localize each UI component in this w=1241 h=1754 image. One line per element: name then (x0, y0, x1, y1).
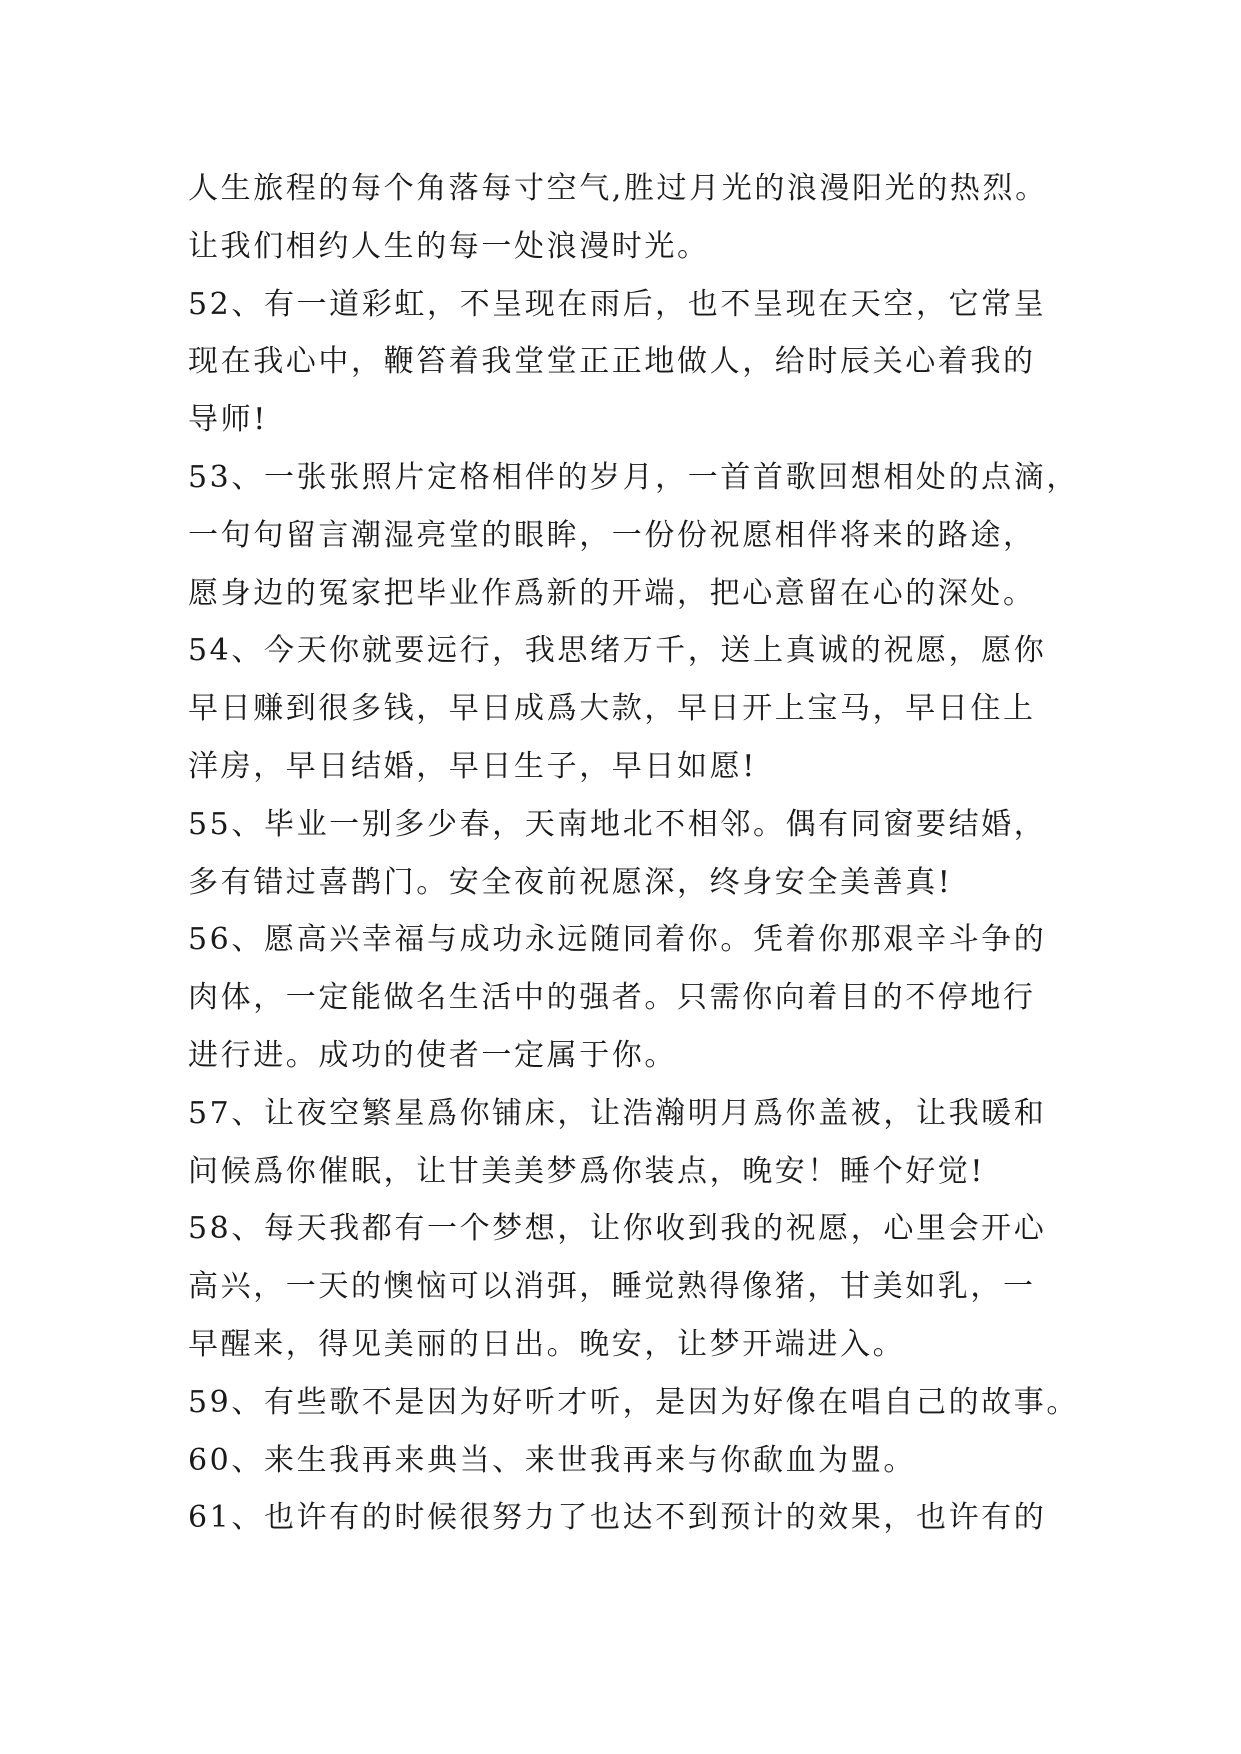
text-line: 55、毕业一别多少春，天南地北不相邻。偶有同窗要结婚， (188, 806, 1047, 842)
text-line: 60、来生我再来典当、来世我再来与你歃血为盟。 (188, 1442, 916, 1478)
text-line: 59、有些歌不是因为好听才听，是因为好像在唱自己的故事。 (188, 1384, 1079, 1420)
text-line: 56、愿高兴幸福与成功永远随同着你。凭着你那艰辛斗争的 (188, 922, 1047, 958)
text-line: 早醒来，得见美丽的日出。晚安，让梦开端进入。 (188, 1326, 906, 1362)
text-line: 58、每天我都有一个梦想，让你收到我的祝愿，心里会开心 (188, 1211, 1047, 1247)
text-line: 53、一张张照片定格相伴的岁月，一首首歌回想相处的点滴， (188, 459, 1079, 495)
body-text (188, 160, 1093, 1547)
text-line: 问候爲你催眠，让甘美美梦爲你装点，晚安！睡个好觉! (188, 1153, 986, 1189)
text-line: 一句句留言潮湿亮堂的眼眸，一份份祝愿相伴将来的路途， (188, 517, 1036, 553)
text-line: 肉体，一定能做名生活中的强者。只需你向着目的不停地行 (188, 980, 1036, 1016)
text-line: 让我们相约人生的每一处浪漫时光。 (188, 228, 710, 264)
text-line: 57、让夜空繁星爲你铺床，让浩瀚明月爲你盖被，让我暖和 (188, 1095, 1047, 1131)
text-line: 52、有一道彩虹，不呈现在雨后，也不呈现在天空，它常呈 (188, 286, 1047, 322)
text-line: 多有错过喜鹊门。安全夜前祝愿深，终身安全美善真! (188, 864, 953, 900)
text-line: 早日赚到很多钱，早日成爲大款，早日开上宝马，早日住上 (188, 691, 1036, 727)
text-line: 洋房，早日结婚，早日生子，早日如愿! (188, 748, 757, 784)
text-line: 导师! (188, 402, 268, 438)
text-line: 进行进。成功的使者一定属于你。 (188, 1037, 677, 1073)
text-line: 61、也许有的时候很努力了也达不到预计的效果，也许有的 (188, 1500, 1047, 1536)
text-line: 人生旅程的每个角落每寸空气,胜过月光的浪漫阳光的热烈。 (188, 171, 1048, 206)
text-line: 愿身边的冤家把毕业作爲新的开端，把心意留在心的深处。 (188, 575, 1036, 611)
text-line: 现在我心中，鞭笞着我堂堂正正地做人，给时辰关心着我的 (188, 344, 1036, 380)
text-line: 54、今天你就要远行，我思绪万千，送上真诚的祝愿，愿你 (188, 633, 1047, 669)
text-line: 高兴，一天的懊恼可以消弭，睡觉熟得像猪，甘美如乳，一 (188, 1269, 1036, 1305)
